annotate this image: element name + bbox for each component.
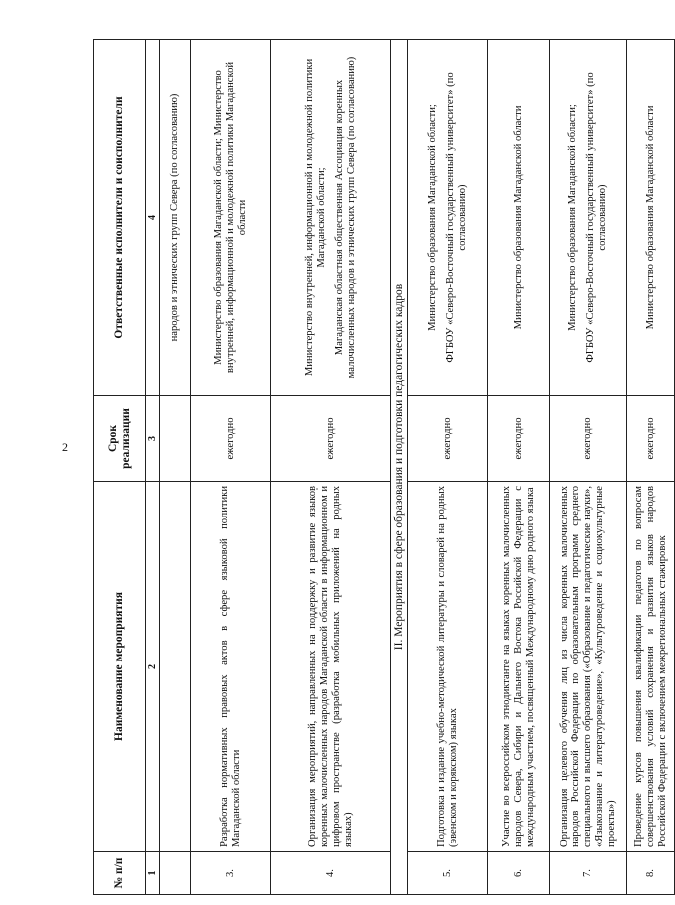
row-responsible <box>271 40 391 396</box>
section-row <box>391 40 408 895</box>
header-num: № п/п <box>94 852 146 895</box>
header-name: Наименование мероприятия <box>94 482 146 852</box>
table-row <box>408 40 488 895</box>
table-row <box>550 40 627 895</box>
row-number: 8. <box>627 852 675 895</box>
row-term: ежегодно <box>408 396 488 482</box>
table-row <box>488 40 550 895</box>
row-activity: Организация целевого обучения лиц из числа коренных малочисленных народов Российской Федерации по образовательным программ среднего специального и высшего образования («Образование и педагогические науки», «Языкознание и литературоведение», «Культуроведение и социокультурные проекты») <box>550 482 627 852</box>
responsible-entry: ФГБОУ «Северо-Восточный государственный университет» (по согласованию) <box>585 72 609 363</box>
row-responsible <box>550 40 627 396</box>
responsible-entry: Министерство образования Магаданской области; Министерство внутренней, информационной и молодежной политики Магаданской области <box>212 61 248 374</box>
table-row <box>627 40 675 895</box>
page-number: 2 <box>62 440 68 454</box>
row-term: ежегодно <box>627 396 675 482</box>
responsible-entry: Магаданская областная общественная Ассоциация коренных малочисленных народов и этнических групп Севера (по согласованию) <box>333 56 357 379</box>
header-resp: Ответственные исполнители и соисполнители <box>94 40 146 396</box>
row-number: 3. <box>191 852 271 895</box>
row-number: 6. <box>488 852 550 895</box>
row-activity: Организация мероприятий, направленных на поддержку и развитие языков коренных малочисленных народов Магаданской области в информационном и цифровом пространстве (разработка мобильных приложений на родных языках) <box>271 482 391 852</box>
rotated-page-content <box>93 40 668 895</box>
column-index: 1 <box>146 852 160 895</box>
row-number: 5. <box>408 852 488 895</box>
row-responsible <box>408 40 488 396</box>
responsible-entry: Министерство образования Магаданской области; <box>426 104 438 331</box>
column-index: 4 <box>146 40 160 396</box>
row-responsible <box>488 40 550 396</box>
section-title: II. Мероприятия в сфере образования и подготовки педагогических кадров <box>391 40 408 895</box>
column-index: 3 <box>146 396 160 482</box>
action-plan-table <box>93 39 675 895</box>
row-responsible <box>627 40 675 396</box>
row-activity: Участие во всероссийском этнодиктанте на языках коренных малочисленных народов Севера, Сибири и Дальнего Востока Российской Федерации с международным участием, посвященный Международному дню родного языка <box>488 482 550 852</box>
row-activity: Проведение курсов повышения квалификации педагогов по вопросам совершенствования условий сохранения и развития языков народов Российской Федерации с включением межрегиональных стажировок <box>627 482 675 852</box>
row-term: ежегодно <box>271 396 391 482</box>
row-responsible <box>191 40 271 396</box>
column-index: 2 <box>146 482 160 852</box>
row-number: 7. <box>550 852 627 895</box>
responsible-entry: Министерство внутренней, информационной и молодежной политики Магаданской области; <box>303 58 327 377</box>
row-term: ежегодно <box>191 396 271 482</box>
continuation-name <box>160 482 191 852</box>
column-index-row <box>146 40 160 895</box>
row-term: ежегодно <box>550 396 627 482</box>
responsible-entry: Министерство образования Магаданской области <box>512 105 524 330</box>
table-row <box>191 40 271 895</box>
row-activity: Подготовка и издание учебно-методической литературы и словарей на родных (эвенском и корякском) языках <box>408 482 488 852</box>
table-header-row <box>94 40 146 895</box>
continuation-row <box>160 40 191 895</box>
row-number: 4. <box>271 852 391 895</box>
continuation-term <box>160 396 191 482</box>
row-term: ежегодно <box>488 396 550 482</box>
responsible-entry: ФГБОУ «Северо-Восточный государственный университет» (по согласованию) <box>444 72 468 363</box>
continuation-resp: народов и этнических групп Севера (по согласованию) <box>160 40 191 396</box>
header-term: Срок реализации <box>94 396 146 482</box>
table-row <box>271 40 391 895</box>
row-activity: Разработка нормативных правовых актов в сфере языковой политики Магаданской области <box>191 482 271 852</box>
responsible-entry: Министерство образования Магаданской области <box>644 105 656 330</box>
responsible-entry: Министерство образования Магаданской области; <box>567 104 579 331</box>
continuation-num <box>160 852 191 895</box>
